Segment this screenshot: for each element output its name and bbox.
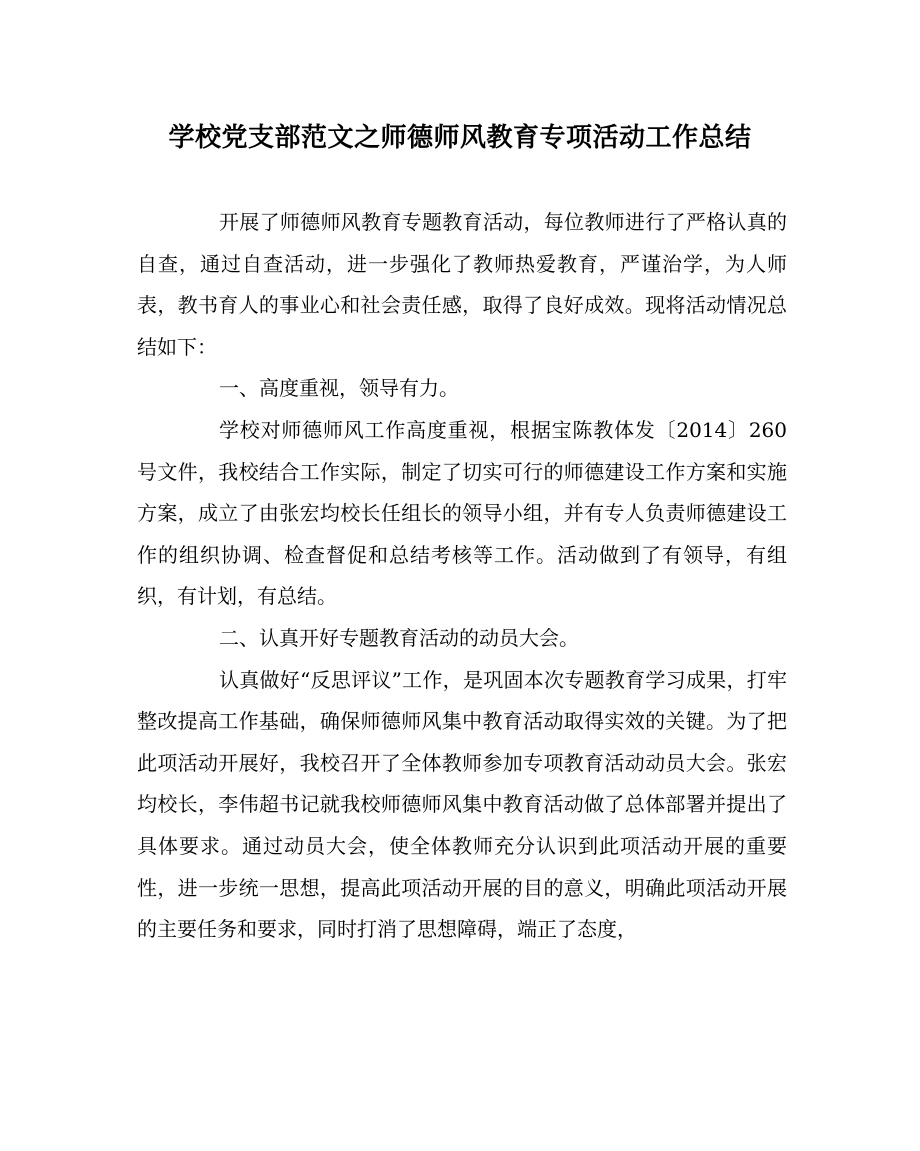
paragraph-intro: 开展了师德师风教育专题教育活动，每位教师进行了严格认真的自查，通过自查活动，进一步强化了教师热爱教育，严谨治学，为人师表，教书育人的事业心和社会责任感，取得了良好成效。现将活动情况总结如下： xyxy=(137,210,787,359)
document-title: 学校党支部范文之师德师风教育专项活动工作总结 xyxy=(168,123,752,153)
paragraph-section-2: 认真做好“反思评议”工作，是巩固本次专题教育学习成果，打牢整改提高工作基础，确保师德师风集中教育活动取得实效的关键。为了把此项活动开展好，我校召开了全体教师参加专项教育活动动员大会。张宏均校长，李伟超书记就我校师德师风集中教育活动做了总体部署并提出了具体要求。通过动员大会，使全体教师充分认识到此项活动开展的重要性，进一步统一思想，提高此项活动开展的目的意义，明确此项活动开展的主要任务和要求，同时打消了思想障碍，端正了态度， xyxy=(137,667,787,942)
document-body xyxy=(137,202,787,951)
section-heading-1: 一、高度重视，领导有力。 xyxy=(219,376,459,401)
paragraph-section-1: 学校对师德师风工作高度重视，根据宝陈教体发〔2014〕260号文件，我校结合工作实际，制定了切实可行的师德建设工作方案和实施方案，成立了由张宏均校长任组长的领导小组，并有专人负责师德建设工作的组织协调、检查督促和总结考核等工作。活动做到了有领导，有组织，有计划，有总结。 xyxy=(137,417,787,609)
section-heading-2: 二、认真开好专题教育活动的动员大会。 xyxy=(219,625,579,650)
